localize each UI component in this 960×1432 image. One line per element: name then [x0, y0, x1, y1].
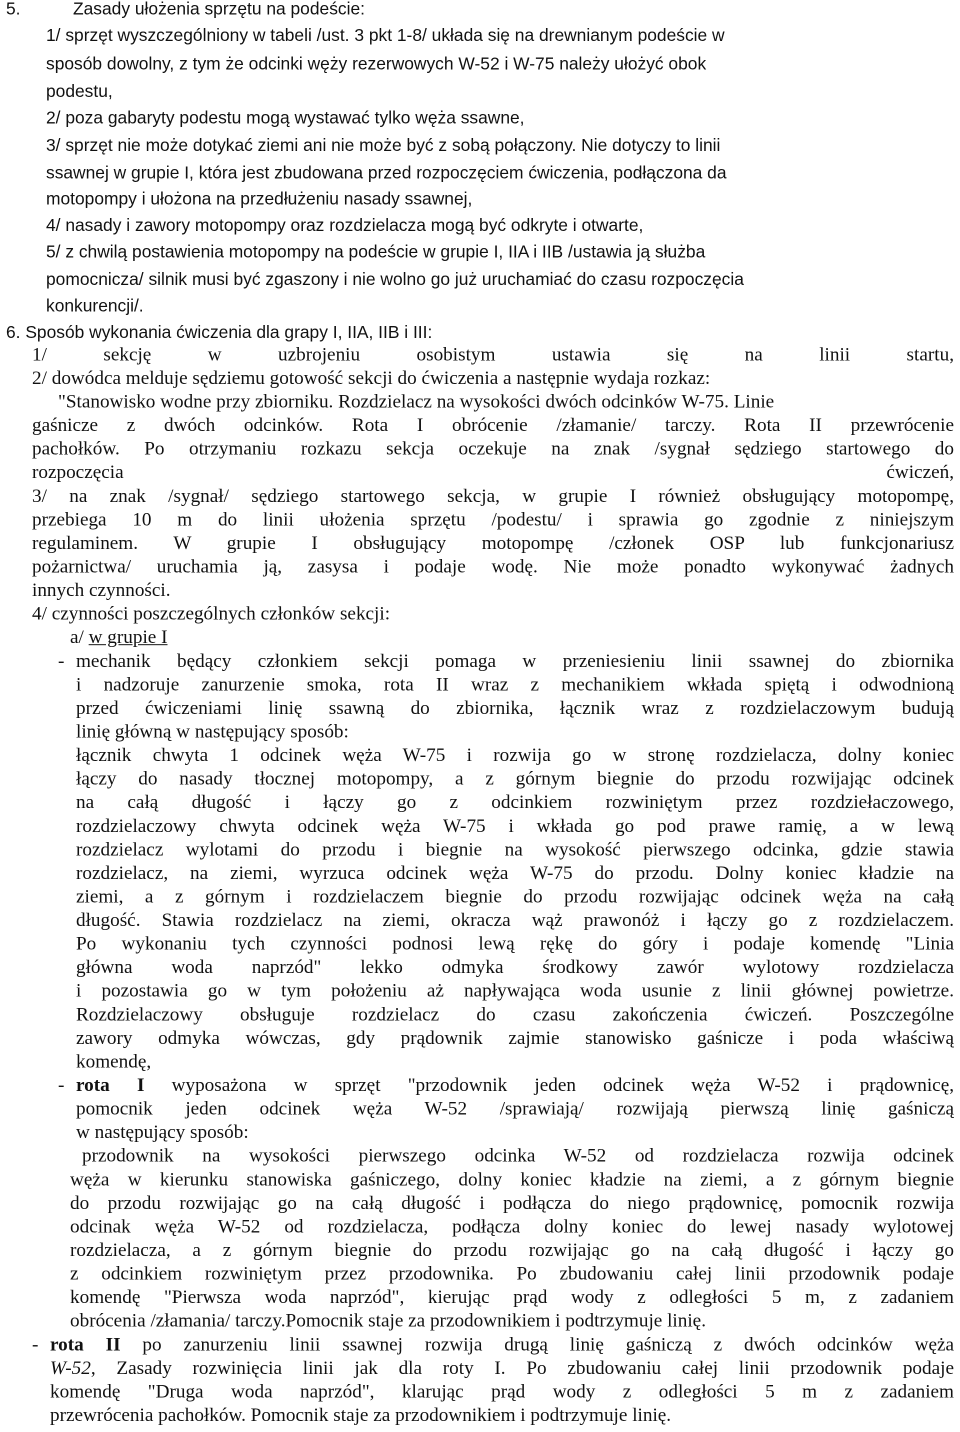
step-3-line: innych czynności.: [32, 580, 171, 601]
mechanic-line: ziemi, a z górnym i rozdzielaczem biegnie do przodu rozwijając odcinek węża na całą: [76, 886, 954, 908]
rota-1-line: odcinak węża W-52 od rozdzielacza, podłącza dolny koniec do lewej nasady wylotowej: [70, 1216, 954, 1238]
mechanic-line: Po wykonaniu tych czynności podnosi lewą rękę do góry i podaje komendę "Linia: [76, 933, 954, 955]
rota-1-line: pomocnik jeden odcinek węża W-52 /sprawiają/ rozwijają pierwszą linię gaśniczą: [76, 1098, 954, 1120]
step-1-line: 1/ sekcję w uzbrojeniu osobistym ustawia się na linii startu,: [32, 344, 954, 366]
section-5-line: konkurencji/.: [46, 295, 144, 316]
step-3-line: regulaminem. W grupie I obsługujący motopompę /członek OSP lub funkcjonariusz: [32, 533, 954, 554]
rota-2-hose-label: W-52: [50, 1358, 91, 1379]
step-3-line: przebiega 10 m do linii ułożenia sprzętu /podestu/ i sprawia go zgodnie z niniejszym: [32, 509, 954, 531]
list-dash: -: [32, 1334, 39, 1356]
rota-1-line: do przodu rozwijając go na całą długość i podłącza do niego prądownicę, pomocnik rozwija: [70, 1193, 954, 1214]
section-5-line: ssawnej w grupie I, która jest zbudowana przed rozpoczęciem ćwiczenia, podłączona da: [46, 163, 727, 183]
section-5-line: 2/ poza gabaryty podestu mogą wystawać tylko węża ssawne,: [46, 108, 525, 128]
rota-1-line: rozdzielacza, a z górnym biegnie do przodu rozwijając go na całą długość i łączy go: [70, 1240, 954, 1261]
section-5-line: 1/ sprzęt wyszczególniony w tabeli /ust. 3 pkt 1-8/ układa się na drewnianym podeście w: [46, 25, 725, 46]
mechanic-line: długość. Stawia rozdzielacz na ziemi, okracza wąż prawonóż i łączy go z rozdzielaczem.: [76, 910, 954, 931]
command-line: pachołków. Po otrzymaniu rozkazu sekcja oczekuje na znak /sygnał sędziego startowego do: [32, 438, 954, 460]
mechanic-line: na całą długość i łączy go z odcinkiem rozwiniętym przez rozdziełaczowego,: [76, 792, 954, 814]
rota-2-text: po zanurzeniu linii ssawnej rozwija drugą linię gaśniczą z dwóch odcinków węża: [120, 1334, 954, 1356]
rota-2-line: [50, 1357, 954, 1381]
rota-2-label: rota II: [50, 1334, 121, 1356]
mechanic-line: rozdzielaczowy chwyta odcinek węża W-75 i wkłada go pod prawe ramię, a w lewą: [76, 816, 954, 837]
mechanic-line: łączy do nasady tłocznej motopompy, a z górnym biegnie do przodu rozwijając odcinek: [76, 768, 954, 790]
mechanic-line: mechanik będący członkiem sekcji pomaga w przeniesieniu linii ssawnej do zbiornika: [76, 651, 954, 672]
rota-2-line: [50, 1334, 954, 1358]
section-5-line: podestu,: [46, 81, 113, 102]
step-3-line: pożarnictwa/ uruchamia ją, zasysa i podaje wodę. Nie może ponadto wykonywać żadnych: [32, 556, 954, 578]
section-5-line: sposób dowolny, z tym że odcinki węży rezerwowych W-52 i W-75 należy ułożyć obok: [46, 54, 707, 74]
mechanic-line: i nadzoruje zanurzenie smoka, rota II wraz z mechanikiem wkłada spiętą i odwodnioną: [76, 674, 954, 696]
section-5-line: 5/ z chwilą postawienia motopompy na podeście w grupie I, IIA i IIB /ustawia ją służba: [46, 241, 706, 262]
section-5-line: pomocnicza/ silnik musi być zgaszony i nie wolno go już uruchamiać do czasu rozpoczęcia: [46, 269, 744, 289]
mechanic-line: łącznik chwyta 1 odcinek węża W-75 i rozwija go w stronę rozdzielacza, dolny koniec: [76, 745, 954, 766]
mechanic-line: linię główną w następujący sposób:: [76, 721, 349, 743]
section-5-heading: Zasady ułożenia sprzętu na podeście:: [73, 0, 365, 19]
mechanic-line: rozdzielacz wylotami do przodu i biegnie na wysokość pierwszego odcinka, gdzie stawia: [76, 839, 954, 861]
mechanic-line: zawory odmyka wówczas, gdy prądownik zajmie stanowisko gaśnicze i poda właściwą: [76, 1028, 954, 1049]
step-3-line: 3/ na znak /sygnał/ sędziego startowego sekcja, w grupie I również obsługujący motopompę,: [32, 486, 954, 507]
sub-a-prefix: a/: [70, 627, 89, 649]
section-5-number: 5.: [6, 0, 21, 19]
command-line: "Stanowisko wodne przy zbiorniku. Rozdzielacz na wysokości dwóch odcinków W-75. Linie: [58, 391, 775, 413]
mechanic-line: rozdzielacz, na ziemi, wyrzuca odcinek węża W-75 do przodu. Dolny koniec kładzie na: [76, 863, 954, 884]
rota-1-text: wyposażona w sprzęt "przodownik jeden odcinek węża W-52 i prądownicę,: [144, 1075, 954, 1096]
list-dash: -: [58, 651, 65, 672]
rota-1-label: rota I: [76, 1075, 145, 1096]
group-i-label: w grupie I: [88, 627, 168, 649]
rota-1-line: w następujący sposób:: [76, 1122, 249, 1144]
rota-1-line: komendę "Pierwsza woda naprzód", kierując prąd wody z odległości 5 m, z zadaniem: [70, 1287, 954, 1309]
section-5-line: motopompy i ułożona na przedłużeniu nasady ssawnej,: [46, 188, 473, 209]
rota-1-line: obrócenia /złamania/ tarczy.Pomocnik staje za przodownikiem i podtrzymuje linię.: [70, 1310, 706, 1332]
mechanic-line: komendę,: [76, 1051, 152, 1073]
section-6-heading: 6. Sposób wykonania ćwiczenia dla grapy I, IIA, IIB i III:: [6, 322, 433, 342]
step-4-line: 4/ czynności poszczególnych członków sekcji:: [32, 603, 391, 625]
rota-2-text: , Zasady rozwinięcia linii jak dla roty I. Po zbudowaniu całej linii przodownik podaje: [90, 1358, 954, 1379]
group-i-subheading: [70, 627, 168, 651]
rota-2-line: przewrócenia pachołków. Pomocnik staje za przodownikiem i podtrzymuje linię.: [50, 1405, 672, 1426]
rota-1-line: przodownik na wysokości pierwszego odcinka W-52 od rozdzielacza rozwija odcinek: [82, 1145, 954, 1167]
rota-1-line: węża w kierunku stanowiska gaśniczego, dolny koniec kładzie na ziemi, a z górnym biegnie: [70, 1169, 954, 1191]
mechanic-line: przed ćwiczeniami linię ssawną do zbiornika, łącznik wraz z rozdzielaczowym budują: [76, 698, 954, 719]
section-5-line: 4/ nasady i zawory motopompy oraz rozdzielacza mogą być odkryte i otwarte,: [46, 215, 644, 235]
section-5-line: 3/ sprzęt nie może dotykać ziemi ani nie może być z sobą połączony. Nie dotyczy to linii: [46, 135, 721, 156]
step-2-line: 2/ dowódca melduje sędziemu gotowość sekcji do ćwiczenia a następnie wydaja rozkaz:: [32, 368, 711, 389]
mechanic-line: główna woda naprzód" lekko odmyka środkowy zawór wylotowy rozdzielacza: [76, 957, 954, 979]
command-line: gaśnicze z dwóch odcinków. Rota I obrócenie /złamanie/ tarczy. Rota II przewrócenie: [32, 415, 954, 437]
rota-1-line: z odcinkiem rozwiniętym przez przodownika. Po zbudowaniu całej linii przodownik podaje: [70, 1263, 954, 1285]
mechanic-line: Rozdzielaczowy obsługuje rozdzielacz do czasu zakończenia ćwiczeń. Poszczególne: [76, 1004, 954, 1026]
rota-1-line: [76, 1074, 954, 1098]
list-dash: -: [58, 1075, 65, 1096]
command-line: rozpoczęcia ćwiczeń,: [32, 462, 954, 484]
mechanic-line: i pozostawia go w tym położeniu aż napływająca woda usunie z linii głównej powietrze.: [76, 981, 954, 1002]
rota-2-line: komendę "Druga woda naprzód", klarując prąd wody z odległości 5 m z zadaniem: [50, 1381, 954, 1403]
